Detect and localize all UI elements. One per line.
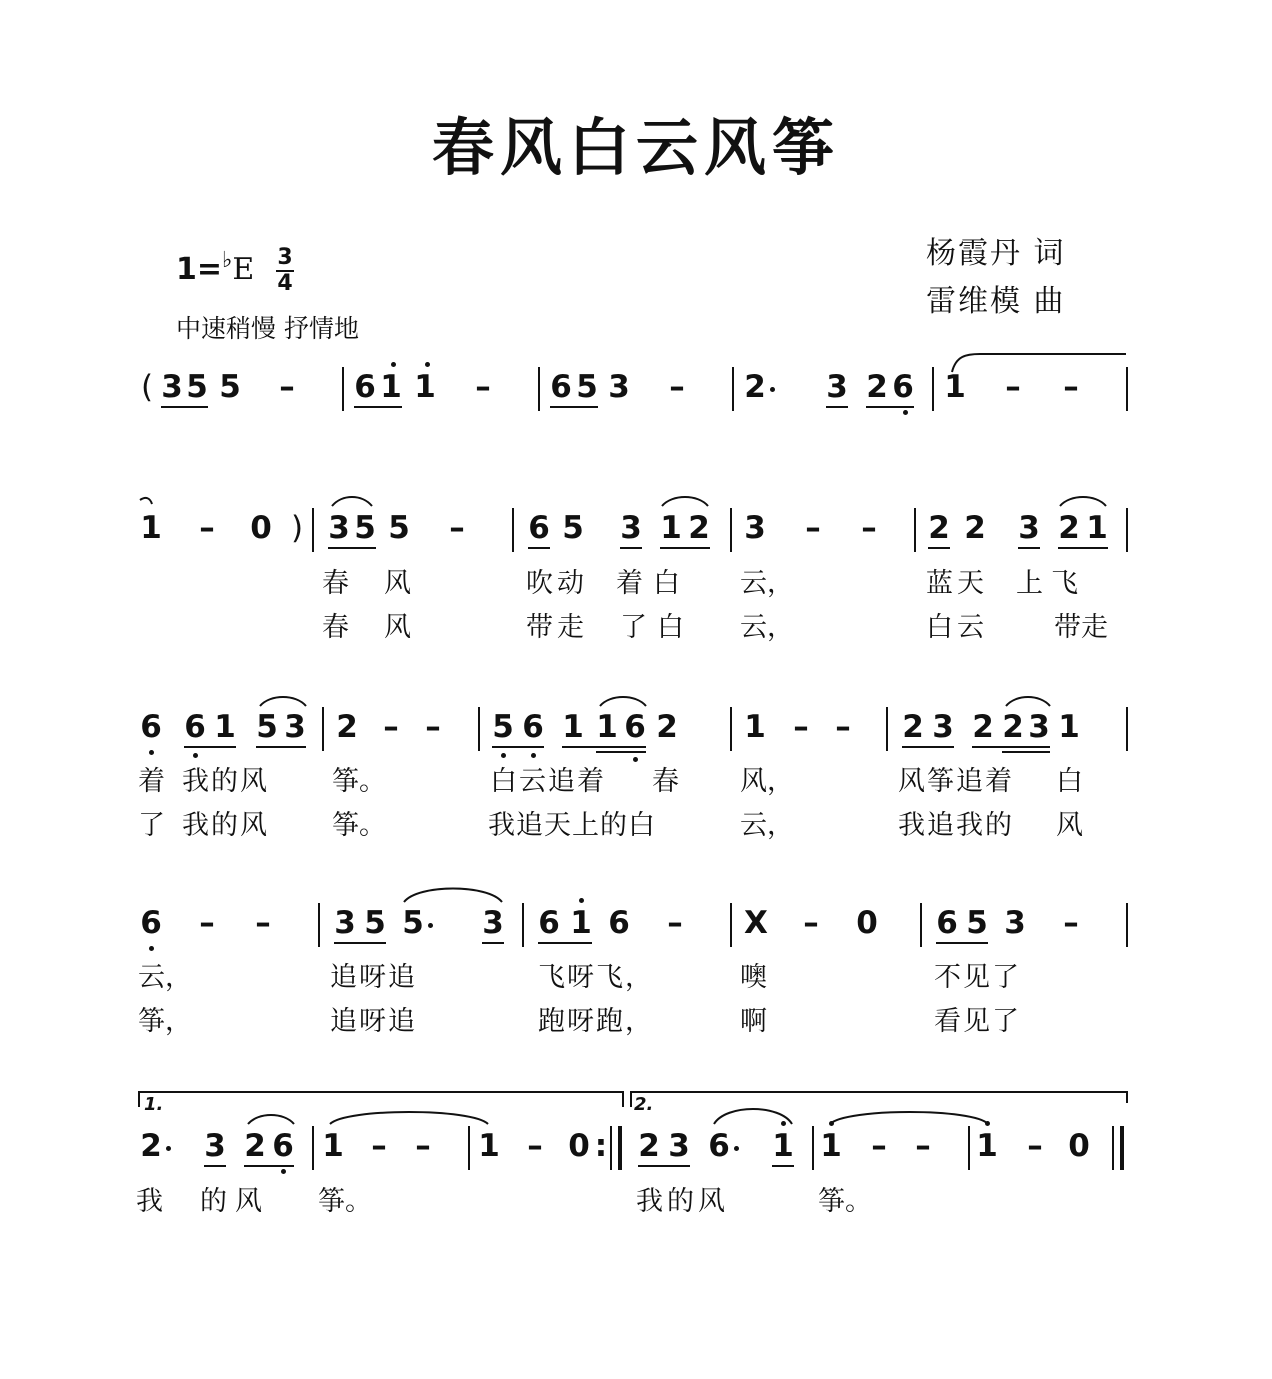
- note: 3: [744, 510, 766, 546]
- slur-arc: [248, 1115, 294, 1124]
- lyricist-credit: 杨霞丹 词: [926, 236, 1066, 271]
- note: 5: [388, 510, 410, 546]
- barline: [886, 707, 888, 751]
- lyric: 追呀追: [330, 962, 417, 993]
- underline: [826, 406, 848, 408]
- note: 0: [1068, 1128, 1090, 1164]
- note: 1: [562, 709, 584, 745]
- lyric-line: [0, 1004, 1272, 1040]
- underline: [354, 406, 402, 408]
- underline: [538, 942, 592, 944]
- note: 2: [744, 369, 766, 405]
- lyric: 筝。: [818, 1186, 872, 1217]
- note: 0: [568, 1128, 590, 1164]
- dot: [149, 750, 154, 755]
- lyric: 筝。: [332, 766, 386, 797]
- dash: –: [915, 1128, 931, 1164]
- lyric: 春: [652, 766, 679, 797]
- tie-arc: [140, 498, 152, 504]
- dot: [734, 1146, 739, 1151]
- note: 2: [336, 709, 358, 745]
- note: 0: [856, 905, 878, 941]
- note: 2: [928, 510, 950, 546]
- underline: [866, 406, 914, 408]
- dot: [501, 753, 506, 758]
- lyric: 看见了: [934, 1006, 1021, 1037]
- lyric: 白: [1056, 766, 1083, 797]
- lyric: 着白: [616, 568, 690, 599]
- time-signature: 3 4: [277, 245, 293, 296]
- note: 1: [478, 1128, 500, 1164]
- dot: [531, 753, 536, 758]
- note: 5: [402, 905, 424, 941]
- note: 1: [214, 709, 236, 745]
- barline: [312, 1126, 314, 1170]
- volta-1-bracket: [138, 1091, 624, 1093]
- barline: [730, 508, 732, 552]
- note: 5: [576, 369, 598, 405]
- barline: [312, 508, 314, 552]
- slur-arc: [1060, 497, 1106, 506]
- dash: –: [669, 369, 685, 405]
- note: 6: [272, 1128, 294, 1164]
- dash: –: [371, 1128, 387, 1164]
- note: 5: [256, 709, 278, 745]
- note: 1: [1086, 510, 1108, 546]
- note: 5: [219, 369, 241, 405]
- lyric: 上飞: [1016, 568, 1086, 599]
- note: 6: [184, 709, 206, 745]
- lyric: 春: [322, 568, 349, 599]
- dot: [770, 387, 775, 392]
- barline: [322, 707, 324, 751]
- note: 1: [596, 709, 618, 745]
- dash: –: [861, 510, 877, 546]
- note: 3: [620, 510, 642, 546]
- lyric: 跑呀跑，: [538, 1006, 654, 1037]
- dot: [281, 1169, 286, 1174]
- lyric-line: [0, 610, 1272, 646]
- note: 1: [772, 1128, 794, 1164]
- barline: [920, 903, 922, 947]
- note: 3: [482, 905, 504, 941]
- composer-credit: 雷维模 曲: [926, 284, 1066, 319]
- note: 3: [334, 905, 356, 941]
- barline: [968, 1126, 970, 1170]
- note: 0: [250, 510, 272, 546]
- note: X: [744, 905, 768, 941]
- lyric: 我追天上的白: [488, 810, 656, 841]
- underline: [902, 746, 954, 748]
- dash: –: [383, 709, 399, 745]
- staff-row-1: [0, 367, 1272, 407]
- note: 6: [936, 905, 958, 941]
- slur-arc: [260, 697, 306, 706]
- lyric: 追呀追: [330, 1006, 417, 1037]
- lyric: 春: [322, 612, 349, 643]
- note: 1: [976, 1128, 998, 1164]
- repeat-colon: :: [594, 1128, 608, 1164]
- note: 2: [1002, 709, 1024, 745]
- barline: [610, 1126, 612, 1170]
- underline: [334, 942, 386, 944]
- lyric: 着: [138, 766, 165, 797]
- underline: [528, 547, 550, 549]
- dot: [391, 362, 396, 367]
- lyric: 白云追着: [490, 766, 606, 797]
- underline: [936, 942, 988, 944]
- lyric: 云，: [740, 810, 794, 841]
- dot: [829, 1121, 834, 1126]
- lyric: 带走: [526, 612, 588, 643]
- barline: [1126, 367, 1128, 411]
- note: 1: [322, 1128, 344, 1164]
- dot: [425, 362, 430, 367]
- dash: –: [805, 510, 821, 546]
- barline: [522, 903, 524, 947]
- volta-2-bracket-left: [630, 1091, 632, 1107]
- underline: [1018, 547, 1040, 549]
- lyric: 风，: [740, 766, 794, 797]
- underline: [184, 746, 236, 748]
- barline: [730, 903, 732, 947]
- note: 3: [608, 369, 630, 405]
- note: 1: [380, 369, 402, 405]
- lyric-line: [0, 960, 1272, 996]
- barline: [730, 707, 732, 751]
- underline: [596, 751, 646, 753]
- dot: [166, 1146, 171, 1151]
- lyric-line: [0, 808, 1272, 844]
- dot: [149, 946, 154, 951]
- note: 1: [1058, 709, 1080, 745]
- slur-arc: [1006, 697, 1050, 706]
- lyric: 了白: [620, 612, 694, 643]
- underline: [256, 746, 306, 748]
- underline: [772, 1165, 794, 1167]
- underline: [550, 406, 598, 408]
- lyric: 不见了: [934, 962, 1021, 993]
- dot: [428, 923, 433, 928]
- slur-arc: [600, 697, 646, 706]
- lyric: 白云: [926, 612, 988, 643]
- lyric: 筝。: [332, 810, 386, 841]
- underline: [1002, 751, 1050, 753]
- note: 3: [932, 709, 954, 745]
- barline: [914, 508, 916, 552]
- lyric: 云，: [138, 962, 192, 993]
- note: 3: [1028, 709, 1050, 745]
- note: 2: [964, 510, 986, 546]
- underline: [638, 1165, 690, 1167]
- barline: [1126, 903, 1128, 947]
- note: 5: [492, 709, 514, 745]
- note: 2: [244, 1128, 266, 1164]
- note: 5: [186, 369, 208, 405]
- barline: [932, 367, 934, 411]
- note: 5: [354, 510, 376, 546]
- barline: [512, 508, 514, 552]
- lyric: 筝。: [318, 1186, 372, 1217]
- lyric: 云，: [740, 568, 794, 599]
- note: 3: [284, 709, 306, 745]
- note: 1: [820, 1128, 842, 1164]
- dash: –: [255, 905, 271, 941]
- underline: [620, 547, 642, 549]
- barline: [538, 367, 540, 411]
- dot: [781, 1121, 786, 1126]
- note: 1: [944, 369, 966, 405]
- dash: –: [279, 369, 295, 405]
- lyric: 了: [138, 810, 165, 841]
- slur-arc: [404, 889, 502, 903]
- dash: –: [425, 709, 441, 745]
- note: 5: [562, 510, 584, 546]
- note: 6: [140, 709, 162, 745]
- staff-row-5: [0, 1126, 1272, 1166]
- dash: –: [449, 510, 465, 546]
- note: 6: [140, 905, 162, 941]
- page-title: 春风白云风筝: [431, 111, 840, 184]
- lyric: 的风: [200, 1186, 270, 1217]
- lyric: 我追我的: [898, 810, 1014, 841]
- note: 2: [656, 709, 678, 745]
- dot: [903, 410, 908, 415]
- dash: –: [415, 1128, 431, 1164]
- note: 3: [1018, 510, 1040, 546]
- lyric: 带走: [1054, 612, 1108, 643]
- barline: [468, 1126, 470, 1170]
- lyric: 云，: [740, 612, 794, 643]
- lyric: 我的风: [182, 766, 269, 797]
- barline: [318, 903, 320, 947]
- lyric: 风: [384, 568, 411, 599]
- note: 2: [866, 369, 888, 405]
- note: 6: [528, 510, 550, 546]
- note: 6: [708, 1128, 730, 1164]
- volta-2-bracket-right: [1126, 1091, 1128, 1103]
- repeat-barline-thick: [618, 1126, 622, 1170]
- underline: [244, 1165, 294, 1167]
- underline: [204, 1165, 226, 1167]
- lyric: 噢: [740, 962, 767, 993]
- note: 2: [1058, 510, 1080, 546]
- note: 6: [354, 369, 376, 405]
- staff-row-4: [0, 903, 1272, 943]
- underline: [482, 942, 504, 944]
- barline: [732, 367, 734, 411]
- note: 6: [550, 369, 572, 405]
- lyric: 风筝追着: [898, 766, 1014, 797]
- barline: [342, 367, 344, 411]
- lyric: 蓝天: [926, 568, 988, 599]
- note: 3: [1004, 905, 1026, 941]
- slur-arc: [332, 497, 372, 506]
- note: 5: [966, 905, 988, 941]
- dash: –: [199, 510, 215, 546]
- volta-1-bracket-right: [622, 1091, 624, 1107]
- note: 5: [364, 905, 386, 941]
- lyric-line: [0, 1184, 1272, 1220]
- underline: [660, 547, 710, 549]
- note: 3: [826, 369, 848, 405]
- lyric: 筝，: [138, 1006, 192, 1037]
- underline: [1058, 547, 1108, 549]
- note: 3: [161, 369, 183, 405]
- note: 2: [688, 510, 710, 546]
- dash: –: [803, 905, 819, 941]
- note: 1: [744, 709, 766, 745]
- underline: [492, 746, 544, 748]
- note: 6: [624, 709, 646, 745]
- lyric: 我: [136, 1186, 163, 1217]
- staff-row-3: [0, 707, 1272, 747]
- staff-row-2: [0, 508, 1272, 548]
- note: 2: [902, 709, 924, 745]
- lyric: 啊: [740, 1006, 767, 1037]
- open-paren: (: [140, 369, 154, 405]
- volta-1-label: 1.: [144, 1094, 164, 1115]
- lyric: 我的风: [636, 1186, 729, 1217]
- volta-2-bracket: [630, 1091, 1128, 1093]
- note: 2: [140, 1128, 162, 1164]
- note: 6: [538, 905, 560, 941]
- dash: –: [1063, 905, 1079, 941]
- dash: –: [1005, 369, 1021, 405]
- tempo-marking: 中速稍慢 抒情地: [176, 314, 359, 343]
- lyric: 吹动: [526, 568, 588, 599]
- tie-arc: [830, 1112, 988, 1124]
- underline: [562, 746, 646, 748]
- note: 3: [204, 1128, 226, 1164]
- dot: [985, 1121, 990, 1126]
- note: 1: [570, 905, 592, 941]
- note: 1: [660, 510, 682, 546]
- underline: [928, 547, 950, 549]
- note: 2: [972, 709, 994, 745]
- note: 1: [140, 510, 162, 546]
- lyric-line: [0, 566, 1272, 602]
- dash: –: [835, 709, 851, 745]
- note: 1: [414, 369, 436, 405]
- lyric: 飞呀飞，: [538, 962, 654, 993]
- tie-arc: [330, 1112, 488, 1124]
- dot: [633, 757, 638, 762]
- lyric: 我的风: [182, 810, 269, 841]
- note: 6: [892, 369, 914, 405]
- dot: [193, 753, 198, 758]
- underline: [161, 406, 208, 408]
- note: 6: [608, 905, 630, 941]
- underline: [972, 746, 1050, 748]
- note: 3: [328, 510, 350, 546]
- note: 6: [522, 709, 544, 745]
- barline: [1126, 707, 1128, 751]
- note: 3: [668, 1128, 690, 1164]
- barline: [1112, 1126, 1114, 1170]
- barline: [812, 1126, 814, 1170]
- note: 2: [638, 1128, 660, 1164]
- underline: [328, 547, 376, 549]
- dot: [579, 898, 584, 903]
- volta-2-label: 2.: [634, 1094, 654, 1115]
- barline: [1126, 508, 1128, 552]
- volta-1-bracket-left: [138, 1091, 140, 1107]
- dash: –: [793, 709, 809, 745]
- dash: –: [475, 369, 491, 405]
- dash: –: [871, 1128, 887, 1164]
- dash: –: [667, 905, 683, 941]
- lyric: 风: [384, 612, 411, 643]
- barline: [478, 707, 480, 751]
- lyric: 风: [1056, 810, 1083, 841]
- dash: –: [1027, 1128, 1043, 1164]
- dash: –: [527, 1128, 543, 1164]
- close-paren: ): [290, 510, 304, 546]
- final-barline-thick: [1120, 1126, 1124, 1170]
- slur-arc: [662, 497, 708, 506]
- dash: –: [1063, 369, 1079, 405]
- key-signature: 1=♭E: [176, 248, 255, 287]
- dash: –: [199, 905, 215, 941]
- lyric-line: [0, 764, 1272, 800]
